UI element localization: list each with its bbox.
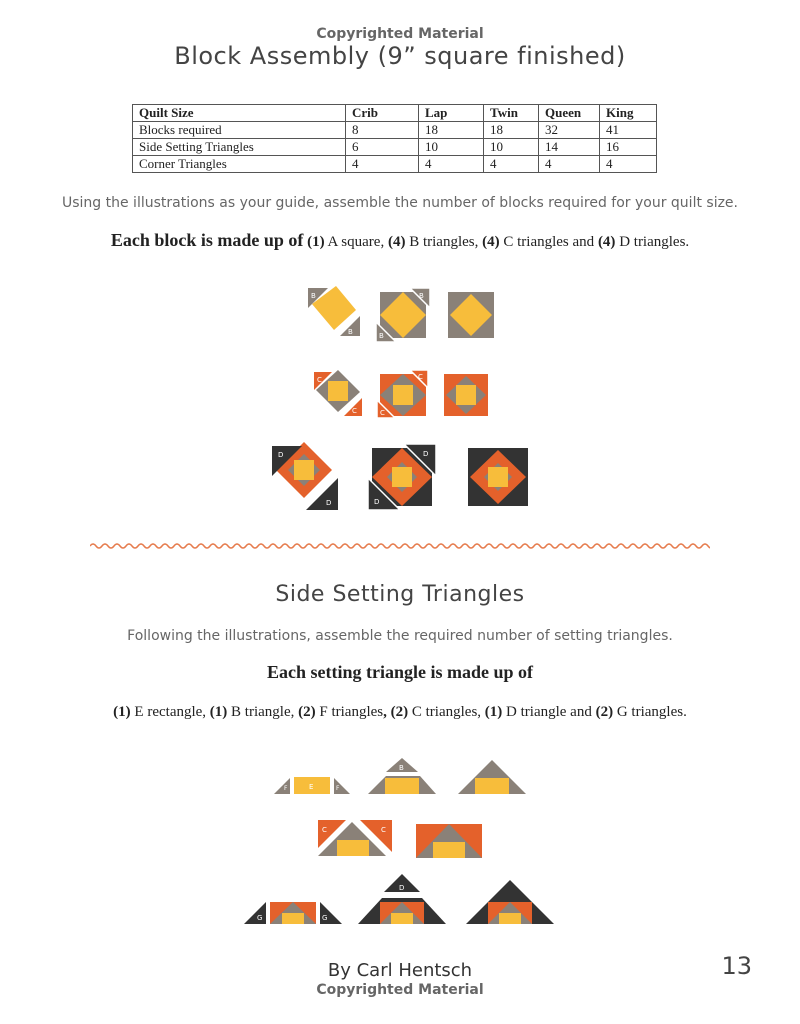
- table-cell: Side Setting Triangles: [133, 139, 346, 156]
- table-cell: 4: [484, 156, 539, 173]
- count-c: , (2): [383, 704, 409, 720]
- setting-row-1: [274, 758, 526, 794]
- block-row-c: [314, 370, 488, 418]
- table-cell: 18: [419, 122, 484, 139]
- b-step-1: [308, 286, 360, 336]
- label-c: C: [380, 409, 385, 417]
- b-step-2: [376, 288, 430, 342]
- setting-c-step-1: [318, 820, 392, 856]
- square-a: [456, 385, 476, 405]
- block-intro-text: Using the illustrations as your guide, assemble the number of blocks required for your quilt size.: [61, 195, 738, 211]
- setting-row-3: [244, 874, 554, 924]
- setting-g-step-2: [358, 874, 446, 924]
- table-cell: Blocks required: [133, 122, 346, 139]
- table-row: [133, 122, 657, 139]
- block-row-b: [308, 286, 494, 342]
- part-e: E rectangle,: [130, 704, 210, 720]
- setting-row-2: [318, 820, 482, 858]
- table-cell: Corner Triangles: [133, 156, 346, 173]
- count-c: (4): [482, 234, 500, 250]
- table-header-cell: Queen: [539, 105, 600, 122]
- setting-intro-text: Following the illustrations, assemble the required number of setting triangles.: [127, 628, 673, 644]
- setting-e-step-2: [368, 758, 436, 794]
- count-d: (1): [484, 704, 503, 720]
- label-g: G: [322, 914, 328, 922]
- table-cell: 4: [346, 156, 419, 173]
- wave-line: [90, 544, 710, 548]
- table-header-cell: Crib: [346, 105, 419, 122]
- label-g: G: [257, 914, 263, 922]
- part-c: C triangles,: [408, 704, 485, 720]
- table-cell: 4: [600, 156, 657, 173]
- table-header-cell: King: [600, 105, 657, 122]
- header-copyright: Copyrighted Material: [316, 26, 484, 42]
- footer-author: By Carl Hentsch: [327, 960, 473, 981]
- wavy-divider: [90, 538, 710, 554]
- rectangle-e: [282, 913, 304, 924]
- label-c: C: [381, 826, 386, 834]
- rectangle-e: [433, 842, 465, 858]
- part-b: B triangles,: [405, 234, 483, 250]
- label-c: C: [352, 407, 357, 415]
- part-f: F triangles: [315, 704, 384, 720]
- count-d: (4): [597, 234, 616, 250]
- label-d: D: [399, 884, 405, 892]
- table-cell: 10: [419, 139, 484, 156]
- part-d: D triangles.: [615, 234, 690, 250]
- block-assembly-diagram: [0, 280, 800, 520]
- count-g: (2): [595, 704, 614, 720]
- setting-e-step-1: [274, 777, 350, 794]
- label-e: E: [309, 783, 314, 791]
- setting-composition-text: [0, 704, 800, 721]
- part-c: C triangles and: [499, 234, 598, 250]
- composition-lead: Each block is made up of: [110, 230, 304, 250]
- table-header-row: [133, 105, 657, 122]
- quilt-size-table: [132, 104, 657, 173]
- part-b: B triangle,: [227, 704, 299, 720]
- label-b: B: [379, 332, 384, 340]
- d-step-1: [272, 442, 338, 510]
- setting-g-step-1: [244, 902, 342, 924]
- rectangle-e: [391, 913, 413, 924]
- rectangle-e: [385, 778, 419, 794]
- label-b: B: [311, 292, 316, 300]
- rectangle-e: [475, 778, 509, 794]
- page-number: 13: [721, 952, 752, 980]
- table-cell: 32: [539, 122, 600, 139]
- setting-triangle-diagram: [0, 750, 800, 930]
- count-a: (1): [307, 234, 325, 250]
- part-g: G triangles.: [613, 704, 687, 720]
- square-a: [328, 381, 348, 401]
- table-cell: 6: [346, 139, 419, 156]
- setting-g-step-3: [466, 880, 554, 924]
- footer-copyright: Copyrighted Material: [316, 982, 484, 998]
- count-e: (1): [113, 704, 131, 720]
- table-header-cell: Quilt Size: [133, 105, 346, 122]
- c-step-2: [377, 370, 428, 418]
- rectangle-e: [337, 840, 369, 856]
- count-f: (2): [298, 704, 316, 720]
- c-step-1: [314, 370, 362, 416]
- table-header-cell: Twin: [484, 105, 539, 122]
- setting-c-step-2: [416, 824, 482, 858]
- label-c: C: [317, 376, 322, 384]
- label-d: D: [374, 498, 380, 506]
- part-a: A square,: [324, 234, 388, 250]
- count-b: (1): [209, 704, 228, 720]
- count-b: (4): [387, 234, 406, 250]
- rectangle-e: [499, 913, 521, 924]
- setting-heading: Each setting triangle is made up of: [266, 662, 533, 682]
- side-setting-title: Side Setting Triangles: [275, 582, 525, 607]
- b-step-3: [448, 292, 494, 338]
- table-row: [133, 139, 657, 156]
- table-cell: 10: [484, 139, 539, 156]
- triangle-f: [274, 778, 290, 794]
- label-b: B: [348, 328, 353, 336]
- label-d: D: [423, 450, 429, 458]
- label-d: D: [278, 451, 284, 459]
- square-a: [392, 467, 412, 487]
- label-f: F: [284, 785, 288, 792]
- c-step-3: [444, 374, 488, 416]
- triangle-g: [244, 902, 266, 924]
- label-c: C: [418, 373, 423, 381]
- d-step-2: [368, 444, 436, 510]
- table-cell: 4: [419, 156, 484, 173]
- block-assembly-title: Block Assembly (9” square finished): [174, 42, 626, 70]
- block-row-d: [272, 442, 528, 510]
- square-a: [294, 460, 314, 480]
- setting-e-step-3: [458, 760, 526, 794]
- label-f: F: [336, 785, 340, 792]
- table-cell: 16: [600, 139, 657, 156]
- d-step-3: [468, 448, 528, 506]
- table-cell: 41: [600, 122, 657, 139]
- square-a: [393, 385, 413, 405]
- table-cell: 8: [346, 122, 419, 139]
- block-composition-text: [0, 230, 800, 251]
- label-d: D: [326, 499, 332, 507]
- table-cell: 14: [539, 139, 600, 156]
- table-header-cell: Lap: [419, 105, 484, 122]
- square-a: [488, 467, 508, 487]
- table-row: [133, 156, 657, 173]
- table-cell: 18: [484, 122, 539, 139]
- part-d: D triangle and: [502, 704, 596, 720]
- label-b: B: [419, 292, 424, 300]
- table-cell: 4: [539, 156, 600, 173]
- label-c: C: [322, 826, 327, 834]
- label-b: B: [399, 764, 404, 772]
